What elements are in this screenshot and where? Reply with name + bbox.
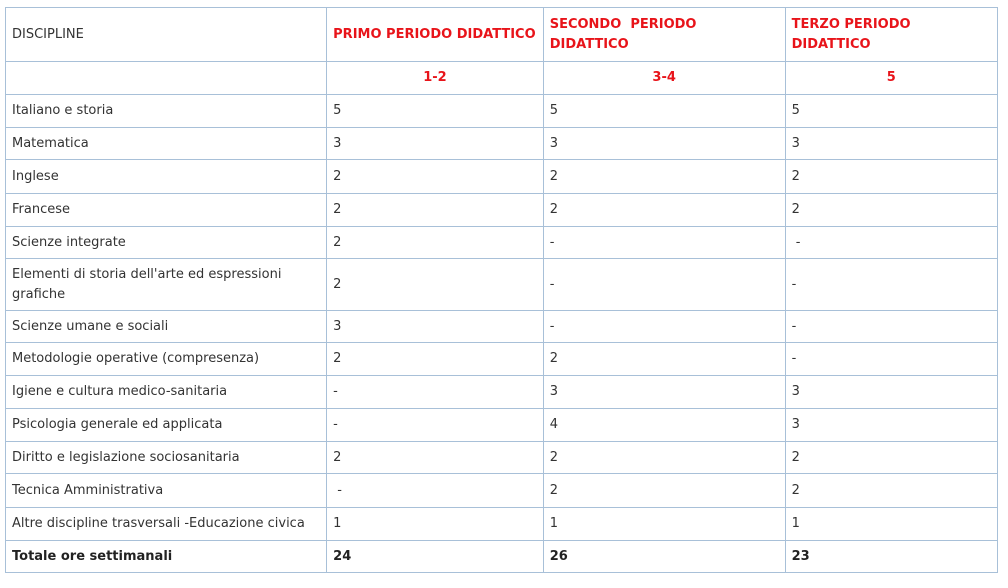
hours-cell-period-1: 2 xyxy=(327,442,544,474)
hours-cell-period-3: - xyxy=(785,311,997,343)
total-label: Totale ore settimanali xyxy=(6,541,327,573)
total-value-period-3: 23 xyxy=(785,541,997,573)
hours-cell-period-3: 2 xyxy=(785,160,997,194)
discipline-name: Italiano e storia xyxy=(6,95,327,128)
years-header-empty xyxy=(6,62,327,95)
table-row xyxy=(6,227,998,259)
hours-cell-period-3: - xyxy=(785,227,997,259)
hours-cell-period-2: 1 xyxy=(543,508,785,541)
hours-cell-period-1: 3 xyxy=(327,311,544,343)
discipline-name: Francese xyxy=(6,194,327,227)
hours-cell-period-1: - xyxy=(327,409,544,442)
discipline-name: Scienze umane e sociali xyxy=(6,311,327,343)
hours-cell-period-1: 2 xyxy=(327,343,544,376)
table-row xyxy=(6,311,998,343)
hours-cell-period-3: 2 xyxy=(785,474,997,508)
table-row xyxy=(6,128,998,160)
period-header-row xyxy=(6,8,998,62)
hours-cell-period-1: 2 xyxy=(327,259,544,311)
discipline-name: Psicologia generale ed applicata xyxy=(6,409,327,442)
hours-cell-period-2: - xyxy=(543,311,785,343)
discipline-name: Inglese xyxy=(6,160,327,194)
years-header-1: 1-2 xyxy=(327,62,544,95)
hours-cell-period-2: 2 xyxy=(543,442,785,474)
hours-cell-period-2: - xyxy=(543,259,785,311)
table-row xyxy=(6,194,998,227)
table-row xyxy=(6,409,998,442)
hours-cell-period-2: 4 xyxy=(543,409,785,442)
discipline-name: Altre discipline trasversali -Educazione civica xyxy=(6,508,327,541)
hours-cell-period-2: 2 xyxy=(543,343,785,376)
hours-cell-period-1: - xyxy=(327,474,544,508)
hours-cell-period-2: 5 xyxy=(543,95,785,128)
hours-cell-period-3: 1 xyxy=(785,508,997,541)
hours-cell-period-3: 5 xyxy=(785,95,997,128)
hours-cell-period-3: 3 xyxy=(785,376,997,409)
table-row xyxy=(6,95,998,128)
table-row xyxy=(6,160,998,194)
period-header-1: PRIMO PERIODO DIDATTICO xyxy=(327,8,544,62)
table-row xyxy=(6,474,998,508)
hours-cell-period-2: 3 xyxy=(543,128,785,160)
hours-cell-period-1: 1 xyxy=(327,508,544,541)
discipline-name: Elementi di storia dell'arte ed espressioni grafiche xyxy=(6,259,327,311)
hours-cell-period-3: 2 xyxy=(785,442,997,474)
discipline-header: DISCIPLINE xyxy=(6,8,327,62)
years-header-row xyxy=(6,62,998,95)
hours-cell-period-1: 3 xyxy=(327,128,544,160)
years-header-2: 3-4 xyxy=(543,62,785,95)
hours-cell-period-2: 2 xyxy=(543,194,785,227)
discipline-name: Igiene e cultura medico-sanitaria xyxy=(6,376,327,409)
hours-cell-period-1: - xyxy=(327,376,544,409)
discipline-name: Tecnica Amministrativa xyxy=(6,474,327,508)
table-row xyxy=(6,259,998,311)
hours-cell-period-3: 2 xyxy=(785,194,997,227)
hours-cell-period-1: 2 xyxy=(327,194,544,227)
table-row xyxy=(6,343,998,376)
hours-cell-period-2: 2 xyxy=(543,474,785,508)
discipline-name: Scienze integrate xyxy=(6,227,327,259)
period-header-3: TERZO PERIODO DIDATTICO xyxy=(785,8,997,62)
curriculum-table xyxy=(5,7,998,573)
hours-cell-period-3: - xyxy=(785,259,997,311)
discipline-name: Metodologie operative (compresenza) xyxy=(6,343,327,376)
hours-cell-period-2: 3 xyxy=(543,376,785,409)
hours-cell-period-1: 2 xyxy=(327,227,544,259)
hours-cell-period-3: 3 xyxy=(785,128,997,160)
table-row xyxy=(6,376,998,409)
table-row xyxy=(6,442,998,474)
hours-cell-period-2: 2 xyxy=(543,160,785,194)
discipline-name: Matematica xyxy=(6,128,327,160)
table-row xyxy=(6,508,998,541)
total-value-period-2: 26 xyxy=(543,541,785,573)
period-header-2: SECONDO PERIODO DIDATTICO xyxy=(543,8,785,62)
hours-cell-period-1: 5 xyxy=(327,95,544,128)
hours-cell-period-3: 3 xyxy=(785,409,997,442)
total-row xyxy=(6,541,998,573)
hours-cell-period-3: - xyxy=(785,343,997,376)
discipline-name: Diritto e legislazione sociosanitaria xyxy=(6,442,327,474)
hours-cell-period-1: 2 xyxy=(327,160,544,194)
hours-cell-period-2: - xyxy=(543,227,785,259)
total-value-period-1: 24 xyxy=(327,541,544,573)
years-header-3: 5 xyxy=(785,62,997,95)
